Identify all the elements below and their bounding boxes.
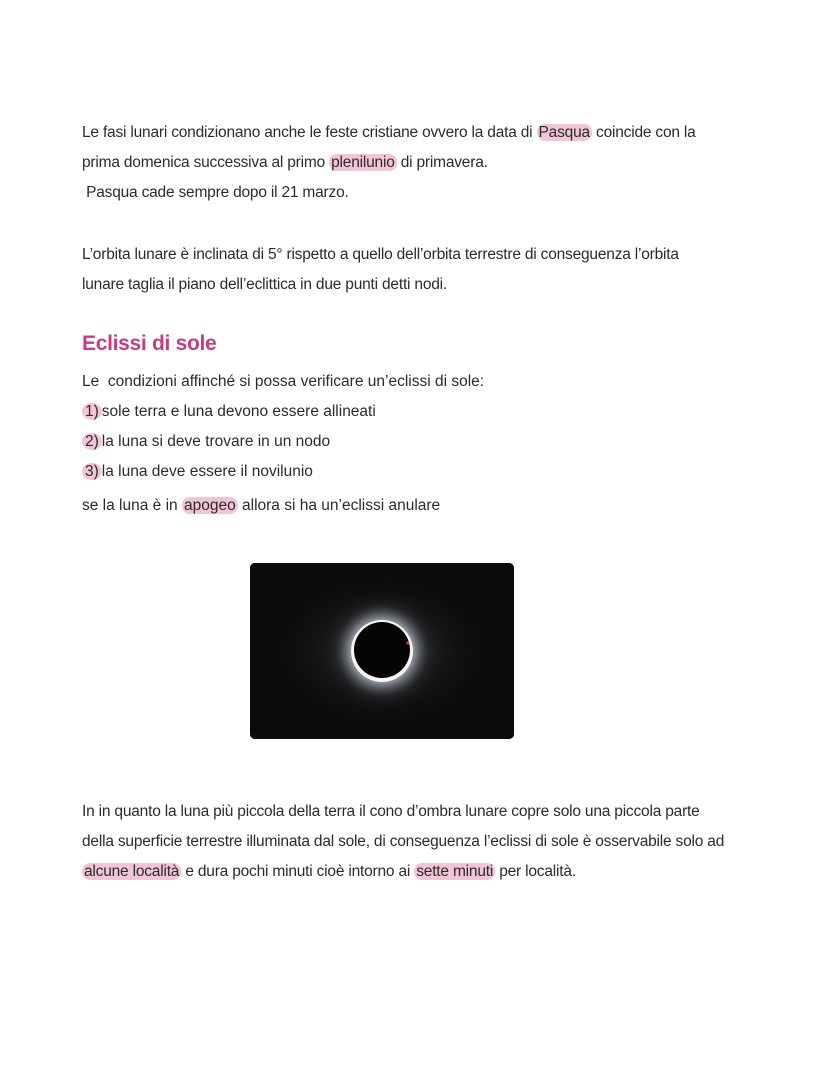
highlight-plenilunio: plenilunio — [331, 154, 395, 171]
text-span: coincide con la — [591, 124, 696, 141]
text-line: L’orbita lunare è inclinata di 5° rispetto a quello dell’orbita terrestre di conseguenza l’orbita — [82, 246, 679, 263]
moon-disc — [354, 622, 410, 678]
prominence — [406, 641, 409, 644]
highlight-apogeo: apogeo — [183, 497, 236, 514]
text-span: di primavera. — [396, 154, 488, 171]
paragraph-conclusion — [82, 797, 762, 887]
text-line — [82, 118, 762, 148]
conditions-list — [82, 367, 762, 521]
text-span: Le fasi lunari condizionano anche le feste cristiane ovvero la data di — [82, 124, 537, 141]
list-text: la luna deve essere il novilunio — [101, 463, 313, 480]
eclipse-image — [250, 563, 514, 739]
list-text: la luna si deve trovare in un nodo — [101, 433, 331, 450]
list-number: 1) — [82, 403, 102, 420]
list-item — [82, 397, 762, 427]
highlight-pasqua: Pasqua — [538, 124, 590, 141]
highlight-sette-minuti: sette minuti — [416, 863, 494, 880]
text-line: della superficie terrestre illuminata dal sole, di conseguenza l’eclissi di sole è osservabile solo ad — [82, 833, 725, 850]
text-line: Pasqua cade sempre dopo il 21 marzo. — [82, 184, 349, 201]
text-span: per località. — [495, 863, 576, 880]
text-span: e dura pochi minuti cioè intorno ai — [181, 863, 415, 880]
list-number: 3) — [82, 463, 102, 480]
paragraph-orbit — [82, 240, 762, 300]
list-text: sole terra e luna devono essere allineati — [101, 403, 376, 420]
section-heading: Eclissi di sole — [82, 332, 217, 355]
highlight-alcune-localita: alcune località — [84, 863, 180, 880]
text-line: lunare taglia il piano dell’eclittica in due punti detti nodi. — [82, 276, 448, 293]
text-line — [82, 857, 762, 887]
list-number: 2) — [82, 433, 102, 450]
list-item — [82, 427, 762, 457]
annular-note — [82, 491, 762, 521]
list-intro: Le condizioni affinché si possa verificare un’eclissi di sole: — [82, 373, 485, 390]
eclipse-photo — [250, 563, 514, 739]
paragraph-easter — [82, 118, 762, 208]
list-item — [82, 457, 762, 487]
text-span: prima domenica successiva al primo — [82, 154, 330, 171]
text-line — [82, 148, 762, 178]
text-span: se la luna è in — [82, 497, 182, 514]
text-span: allora si ha un’eclissi anulare — [237, 497, 441, 514]
text-line: In in quanto la luna più piccola della terra il cono d’ombra lunare copre solo una piccola parte — [82, 803, 700, 820]
